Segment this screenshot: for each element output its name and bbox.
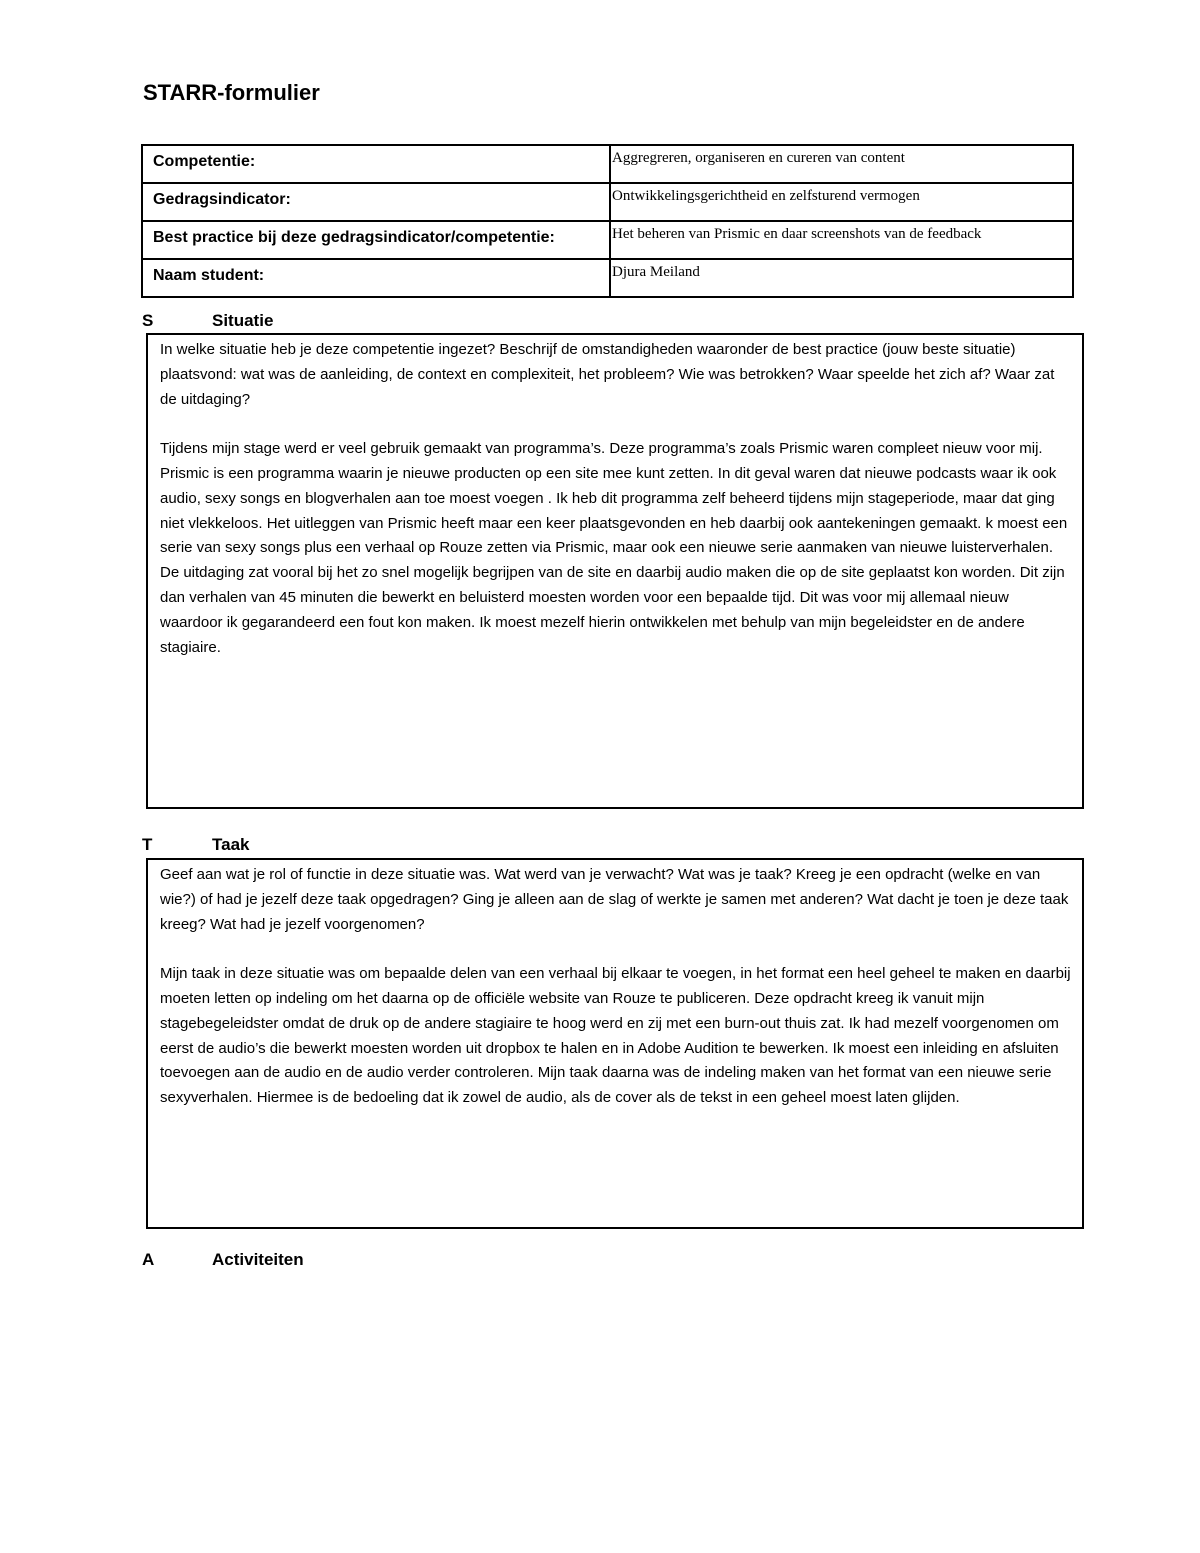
situatie-title: Situatie — [212, 311, 274, 330]
competentie-value: Aggregreren, organiseren en cureren van content — [610, 145, 1073, 183]
table-row — [142, 221, 1073, 259]
naam-student-value: Djura Meiland — [610, 259, 1073, 297]
table-row — [142, 145, 1073, 183]
taak-question: Geef aan wat je rol of functie in deze situatie was. Wat werd van je verwacht? Wat was je taak? Kreeg je een opdracht (welke en van wie?) of had je jezelf deze taak opgedragen? Ging je alleen aan de slag of werkte je samen met anderen? Wat dacht je toen je deze taak kreeg? Wat had je jezelf voorgenomen? — [160, 866, 1069, 933]
taak-box — [146, 858, 1084, 1229]
best-practice-label: Best practice bij deze gedragsindicator/competentie: — [142, 221, 610, 259]
taak-answer: Mijn taak in deze situatie was om bepaalde delen van een verhaal bij elkaar te voegen, in het format een heel geheel te maken en daarbij moeten letten op indeling om het daarna op de officiële website van Rouze te publiceren. Deze opdracht kreeg ik vanuit mijn stagebegeleidster omdat de druk op de andere stagiaire te hoog werd en zij met een burn-out thuis zat. Ik had mezelf voorgenomen om eerst de audio’s die bewerkt moesten worden uit dropbox te halen en in Adobe Audition te bewerken. Ik moest een inleiding en afsluiten toevoegen aan de audio en de audio verder controleren. Mijn taak daarna was de indeling maken van het format van een nieuwe serie sexyverhalen. Hiermee is de bedoeling dat ik zowel de audio, als de cover als de tekst in een geheel moest laten glijden. — [160, 965, 1071, 1107]
taak-title: Taak — [212, 835, 250, 854]
situatie-answer: Tijdens mijn stage werd er veel gebruik gemaakt van programma’s. Deze programma’s zoals Prismic waren compleet nieuw voor mij. Prismic is een programma waarin je nieuwe producten op een site mee kunt zetten. In dit geval waren dat nieuwe podcasts waar ik ook audio, sexy songs en blogverhalen aan toe moest voegen . Ik heb dit programma zelf beheerd tijdens mijn stageperiode, maar dat ging niet vlekkeloos. Het uitleggen van Prismic heeft maar een keer plaatsgevonden en heb daarbij ook aantekeningen gemaakt. k moest een serie van sexy songs plus een verhaal op Rouze zetten via Prismic, maar ook een nieuwe serie aanmaken van nieuwe luisterverhalen. De uitdaging zat vooral bij het zo snel mogelijk begrijpen van de site en daarbij audio maken die op de site geplaatst kon worden. Dit zijn dan verhalen van 45 minuten die bewerkt en beluisterd moesten worden voor een bepaalde tijd. Dit was voor mij allemaal nieuw waardoor ik gegarandeerd een fout kon maken. Ik moest mezelf hierin ontwikkelen met behulp van mijn begeleidster en de andere stagiaire. — [160, 440, 1068, 656]
situatie-box — [146, 333, 1084, 809]
competentie-label: Competentie: — [142, 145, 610, 183]
situatie-question: In welke situatie heb je deze competentie ingezet? Beschrijf de omstandigheden waaronder de best practice (jouw beste situatie) plaatsvond: wat was de aanleiding, de context en complexiteit, het probleem? Wie was betrokken? Waar speelde het zich af? Waar zat de uitdaging? — [160, 341, 1055, 408]
gedragsindicator-label: Gedragsindicator: — [142, 183, 610, 221]
gedragsindicator-value: Ontwikkelingsgerichtheid en zelfsturend vermogen — [610, 183, 1073, 221]
activiteiten-title: Activiteiten — [212, 1250, 304, 1269]
situatie-letter: S — [142, 311, 154, 330]
table-row — [142, 259, 1073, 297]
table-row — [142, 183, 1073, 221]
naam-student-label: Naam student: — [142, 259, 610, 297]
info-table — [141, 144, 1074, 298]
page-title: STARR-formulier — [143, 80, 320, 105]
taak-letter: T — [142, 835, 153, 854]
best-practice-value: Het beheren van Prismic en daar screenshots van de feedback — [610, 221, 1073, 259]
activiteiten-letter: A — [142, 1250, 155, 1269]
